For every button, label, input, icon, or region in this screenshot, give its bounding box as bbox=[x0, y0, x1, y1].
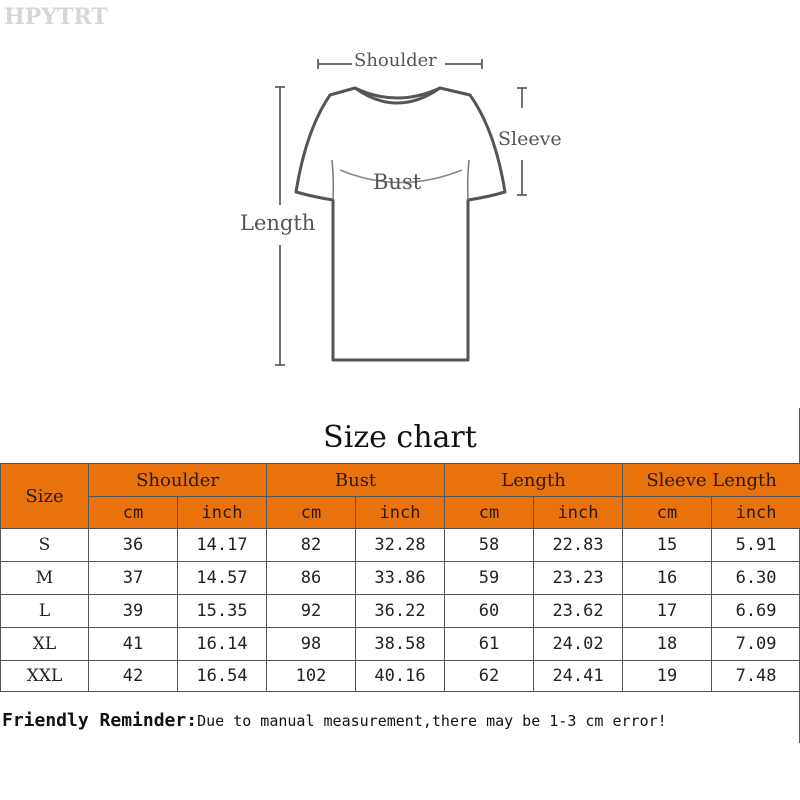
measurement-cell: 36 bbox=[89, 529, 178, 562]
measurement-cell: 7.09 bbox=[712, 628, 800, 661]
measurement-cell: 14.57 bbox=[178, 562, 267, 595]
measurement-cell: 86 bbox=[267, 562, 356, 595]
measurement-cell: 62 bbox=[445, 661, 534, 692]
measurement-cell: 37 bbox=[89, 562, 178, 595]
size-cell: L bbox=[1, 595, 89, 628]
sleeve-label: Sleeve bbox=[498, 128, 562, 150]
measurement-cell: 22.83 bbox=[534, 529, 623, 562]
size-cell: S bbox=[1, 529, 89, 562]
group-header-row bbox=[1, 464, 800, 497]
measurement-cell: 36.22 bbox=[356, 595, 445, 628]
table-row bbox=[1, 661, 800, 692]
measurement-cell: 15.35 bbox=[178, 595, 267, 628]
measurement-cell: 39 bbox=[89, 595, 178, 628]
group-header-sleeve-length: Sleeve Length bbox=[623, 464, 800, 497]
measurement-cell: 23.62 bbox=[534, 595, 623, 628]
measurement-cell: 40.16 bbox=[356, 661, 445, 692]
measurement-cell: 6.69 bbox=[712, 595, 800, 628]
size-chart-table-wrap bbox=[0, 463, 800, 692]
measurement-cell: 16.14 bbox=[178, 628, 267, 661]
measurement-cell: 41 bbox=[89, 628, 178, 661]
measurement-cell: 16 bbox=[623, 562, 712, 595]
shoulder-label: Shoulder bbox=[354, 50, 437, 71]
group-header-shoulder: Shoulder bbox=[89, 464, 267, 497]
friendly-reminder bbox=[2, 710, 800, 731]
group-header-bust: Bust bbox=[267, 464, 445, 497]
unit-header: inch bbox=[178, 497, 267, 529]
reminder-label: Friendly Reminder: bbox=[2, 710, 198, 731]
measurement-cell: 18 bbox=[623, 628, 712, 661]
measurement-cell: 14.17 bbox=[178, 529, 267, 562]
length-label: Length bbox=[240, 211, 316, 235]
measurement-cell: 23.23 bbox=[534, 562, 623, 595]
measurement-cell: 24.41 bbox=[534, 661, 623, 692]
reminder-text: Due to manual measurement,there may be 1-3 cm error! bbox=[197, 712, 667, 730]
measurement-cell: 38.58 bbox=[356, 628, 445, 661]
measurement-cell: 82 bbox=[267, 529, 356, 562]
table-row bbox=[1, 595, 800, 628]
tshirt-shape bbox=[296, 88, 505, 360]
size-cell: XL bbox=[1, 628, 89, 661]
table-row bbox=[1, 628, 800, 661]
measurement-cell: 102 bbox=[267, 661, 356, 692]
measurement-cell: 58 bbox=[445, 529, 534, 562]
measurement-cell: 17 bbox=[623, 595, 712, 628]
measurement-cell: 24.02 bbox=[534, 628, 623, 661]
unit-header: cm bbox=[445, 497, 534, 529]
size-cell: M bbox=[1, 562, 89, 595]
measurement-cell: 42 bbox=[89, 661, 178, 692]
measurement-cell: 16.54 bbox=[178, 661, 267, 692]
measurement-cell: 60 bbox=[445, 595, 534, 628]
measurement-cell: 61 bbox=[445, 628, 534, 661]
measurement-cell: 98 bbox=[267, 628, 356, 661]
measurement-cell: 7.48 bbox=[712, 661, 800, 692]
measurement-cell: 92 bbox=[267, 595, 356, 628]
bust-label: Bust bbox=[373, 170, 422, 194]
measurement-cell: 6.30 bbox=[712, 562, 800, 595]
table-row bbox=[1, 562, 800, 595]
unit-header: inch bbox=[534, 497, 623, 529]
size-rows bbox=[1, 529, 800, 692]
measurement-cell: 32.28 bbox=[356, 529, 445, 562]
size-chart-table bbox=[0, 463, 800, 692]
table-row bbox=[1, 529, 800, 562]
measurement-cell: 15 bbox=[623, 529, 712, 562]
size-chart-title: Size chart bbox=[323, 420, 477, 455]
unit-header: cm bbox=[267, 497, 356, 529]
measurement-cell: 33.86 bbox=[356, 562, 445, 595]
measurement-cell: 59 bbox=[445, 562, 534, 595]
group-header-length: Length bbox=[445, 464, 623, 497]
measurement-cell: 19 bbox=[623, 661, 712, 692]
unit-header-row bbox=[1, 497, 800, 529]
size-header: Size bbox=[1, 464, 89, 529]
unit-header: inch bbox=[356, 497, 445, 529]
unit-header: cm bbox=[623, 497, 712, 529]
brand-watermark: HPYTRT bbox=[4, 4, 108, 30]
size-cell: XXL bbox=[1, 661, 89, 692]
unit-header: cm bbox=[89, 497, 178, 529]
unit-header: inch bbox=[712, 497, 800, 529]
measurement-cell: 5.91 bbox=[712, 529, 800, 562]
